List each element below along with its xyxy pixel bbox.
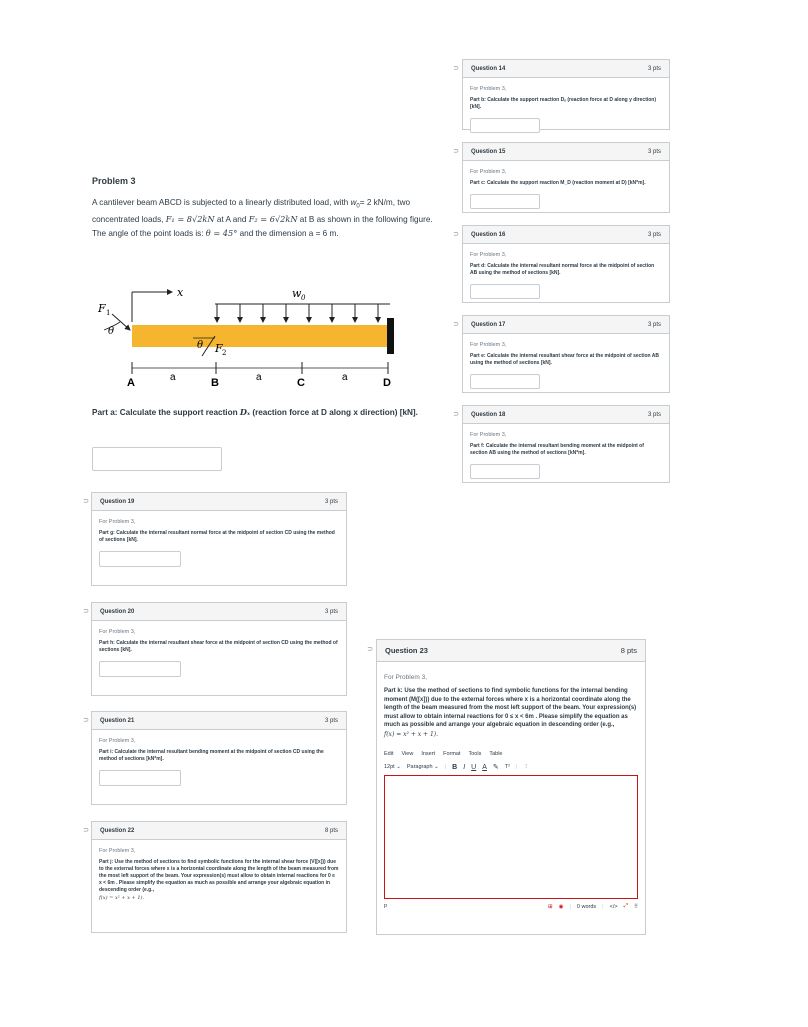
q21-answer-input[interactable] [99,770,181,786]
record-icon[interactable]: ◉ [558,903,564,910]
paragraph-value: Paragraph [406,764,433,770]
q22-equation: f(x) = x² + x + 1). [99,895,145,901]
point-b: B [211,377,219,389]
dim-label-bc: a [256,372,262,383]
flag-q20-icon[interactable]: ⊃ [83,608,89,615]
flag-q14-icon[interactable]: ⊃ [453,65,459,72]
html-editor-icon[interactable]: </> [609,903,618,910]
q17-pts: 3 pts [647,321,661,328]
menu-table[interactable]: Table [489,751,503,757]
q22-for: For Problem 3, [99,848,136,854]
q22-pts: 8 pts [324,827,338,834]
w0-label-sub: 0 [301,294,306,302]
q18-pts: 3 pts [647,411,661,418]
paragraph-select[interactable]: Paragraph ⌄ [406,764,439,770]
resize-handle-icon[interactable]: ⠿ [633,903,638,910]
q15-title: Question 15 [471,148,506,155]
flag-q15-icon[interactable]: ⊃ [453,148,459,155]
q16-answer-input[interactable] [470,284,540,299]
point-c: C [297,377,305,389]
menu-edit[interactable]: Edit [384,751,394,757]
f1-label-sub: 1 [106,309,111,317]
q15-pts: 3 pts [647,148,661,155]
more-icon[interactable]: ⋮ [523,764,529,770]
q20-for: For Problem 3, [99,629,136,635]
part-a-answer-input[interactable] [92,447,222,471]
x-axis-label: x [177,286,184,299]
menu-view[interactable]: View [401,751,414,757]
problem-text-5: and the dimension a = 6 m. [237,228,339,238]
q20-part: Part h: Calculate the internal resultant shear force at the midpoint of section CD using the method of sections [kN]. [99,640,338,653]
q20-title: Question 20 [100,608,135,615]
q19-title: Question 19 [100,498,135,505]
menu-tools[interactable]: Tools [468,751,482,757]
question-20 [91,602,347,696]
theta2-label: θ [197,340,204,351]
superscript-button[interactable]: T² [504,764,510,770]
q19-part: Part g: Calculate the internal resultant normal force at the midpoint of section CD using the method of sections [kN]. [99,530,335,543]
rich-text-editor[interactable] [384,775,638,899]
theta1-label: θ [108,326,115,337]
menu-insert[interactable]: Insert [421,751,436,757]
flag-q23-icon[interactable]: ⊃ [367,646,373,653]
flag-q19-icon[interactable]: ⊃ [83,498,89,505]
editor-menubar [384,751,638,757]
question-15 [462,142,670,213]
problem-text-4: at B as shown in the following figure. The angle of the point loads is: [92,215,433,238]
q15-answer-input[interactable] [470,194,540,209]
question-22 [91,821,347,933]
q14-pts: 3 pts [647,65,661,72]
flag-q21-icon[interactable]: ⊃ [83,717,89,724]
q22-part: Part j: Use the method of sections to find symbolic functions for the internal shear force (V([x])) due to the external forces where x is a horizontal coordinate along the length of the beam measured from the most left support of the beam. Your expression(s) must allow to obtain internal reactions for 0 ≤ x < 6m . Please simplify the equation as much as possible and arrange your algebraic equation in descending order (e.g., [99,859,339,893]
f2-expression: F₂ = 6√2kN [248,214,298,225]
q23-for: For Problem 3, [384,674,427,681]
q21-title: Question 21 [100,717,135,724]
theta-expression: θ = 45° [205,227,238,238]
q19-answer-input[interactable] [99,551,181,567]
question-23 [376,639,646,935]
q16-part: Part d: Calculate the internal resultant normal force at the midpoint of section AB using the method of sections [kN]. [470,263,655,276]
question-16 [462,225,670,303]
q16-pts: 3 pts [647,231,661,238]
editor-toolbar: 12pt ⌄ Paragraph ⌄ | B I U A ✎ T² | ⋮ [384,763,529,771]
dim-label-cd: a [342,372,348,383]
w0-sub: 0 [356,203,360,210]
beam-figure [90,282,410,392]
q14-for: For Problem 3, [470,86,507,92]
q14-title: Question 14 [471,65,506,72]
flag-q16-icon[interactable]: ⊃ [453,231,459,238]
problem-text-3: at A and [214,215,249,225]
problem-text-2: = 2 kN/m, two concentrated loads, [92,198,411,225]
problem-text-1: A cantilever beam ABCD is subjected to a linearly distributed load, with [92,198,351,207]
font-size-select[interactable]: 12pt ⌄ [384,764,401,770]
f1-arrow [112,314,130,330]
menu-format[interactable]: Format [443,751,461,757]
q17-part: Part e: Calculate the internal resultant shear force at the midpoint of section AB using the method of sections [kN]. [470,353,660,366]
q16-for: For Problem 3, [470,252,507,258]
problem-text [92,197,442,240]
question-21 [91,711,347,805]
f2-label: F [215,342,223,355]
beam [132,325,388,347]
q17-for: For Problem 3, [470,342,507,348]
part-a-text: Part a: Calculate the support reaction [92,408,240,417]
bold-button[interactable]: B [452,763,458,771]
q15-part: Part c: Calculate the support reaction M_D (reaction moment at D) [kN*m]. [470,180,646,186]
load-arrows [217,304,378,322]
q23-pts: 8 pts [620,646,637,655]
q18-part: Part f: Calculate the internal resultant bending moment at the midpoint of section AB using the method of sections [kN*m]. [470,443,644,456]
q20-answer-input[interactable] [99,661,181,677]
q18-title: Question 18 [471,411,506,418]
point-d: D [383,377,391,389]
f1-label: F [98,302,106,315]
q19-for: For Problem 3, [99,519,136,525]
accessibility-icon[interactable]: ⊞ [548,903,553,910]
q23-part: Part k: Use the method of sections to find symbolic functions for the internal bending moment (M([x])) due to the external forces where x is a horizontal coordinate along the length of the beam measured from the most left support of the beam. Your expression(s) must allow to obtain internal reactions for 0 ≤ x < 6m . Please simplify the equation as much as possible and arrange your algebraic equation in descending order (e.g., [384,688,637,728]
q19-pts: 3 pts [324,498,338,505]
highlight-icon[interactable]: ✎ [492,764,499,771]
f1-expression: F₁ = 8√2kN [165,214,215,225]
flag-q18-icon[interactable]: ⊃ [453,411,459,418]
q17-title: Question 17 [471,321,506,328]
question-14 [462,59,670,130]
w0-label: w [292,287,302,300]
q23-equation: f(x) = x² + x + 1). [384,730,439,738]
part-a-symbol: Dₓ [239,407,251,417]
editor-statusbar: p ⊞ ◉ | 0 words | </> ⤢ ⠿ [384,903,638,910]
part-a-text-2: (reaction force at D along x direction) [kN]. [250,408,418,417]
italic-button[interactable]: I [463,763,466,771]
q21-pts: 3 pts [324,717,338,724]
q16-title: Question 16 [471,231,506,238]
problem-title: Problem 3 [92,176,136,186]
q14-answer-input[interactable] [470,118,540,133]
q20-pts: 3 pts [324,608,338,615]
fixed-support [387,318,394,354]
element-path: p [384,903,388,909]
q23-title: Question 23 [385,646,428,655]
point-a: A [127,377,135,389]
f2-label-sub: 2 [222,349,227,357]
q22-title: Question 22 [100,827,135,834]
w0-symbol: w [350,198,357,207]
flag-q17-icon[interactable]: ⊃ [453,321,459,328]
q21-part: Part i: Calculate the internal resultant bending moment at the midpoint of section CD using the method of sections [kN*m]. [99,749,324,762]
q21-for: For Problem 3, [99,738,136,744]
font-size-value: 12pt [384,764,395,770]
underline-button[interactable]: U [471,763,477,771]
fullscreen-icon[interactable]: ⤢ [623,903,628,909]
dim-label-ab: a [170,372,176,383]
q15-for: For Problem 3, [470,169,507,175]
part-a-prompt [92,406,437,420]
font-color-button[interactable]: A [482,763,487,771]
q14-part: Part b: Calculate the support reaction Dᵧ (reaction force at D along y direction) [kN]. [470,97,657,110]
question-17 [462,315,670,393]
word-count: 0 words [576,903,597,910]
question-19 [91,492,347,586]
flag-q22-icon[interactable]: ⊃ [83,827,89,834]
q18-answer-input[interactable] [470,464,540,479]
question-18 [462,405,670,483]
q17-answer-input[interactable] [470,374,540,389]
q18-for: For Problem 3, [470,432,507,438]
